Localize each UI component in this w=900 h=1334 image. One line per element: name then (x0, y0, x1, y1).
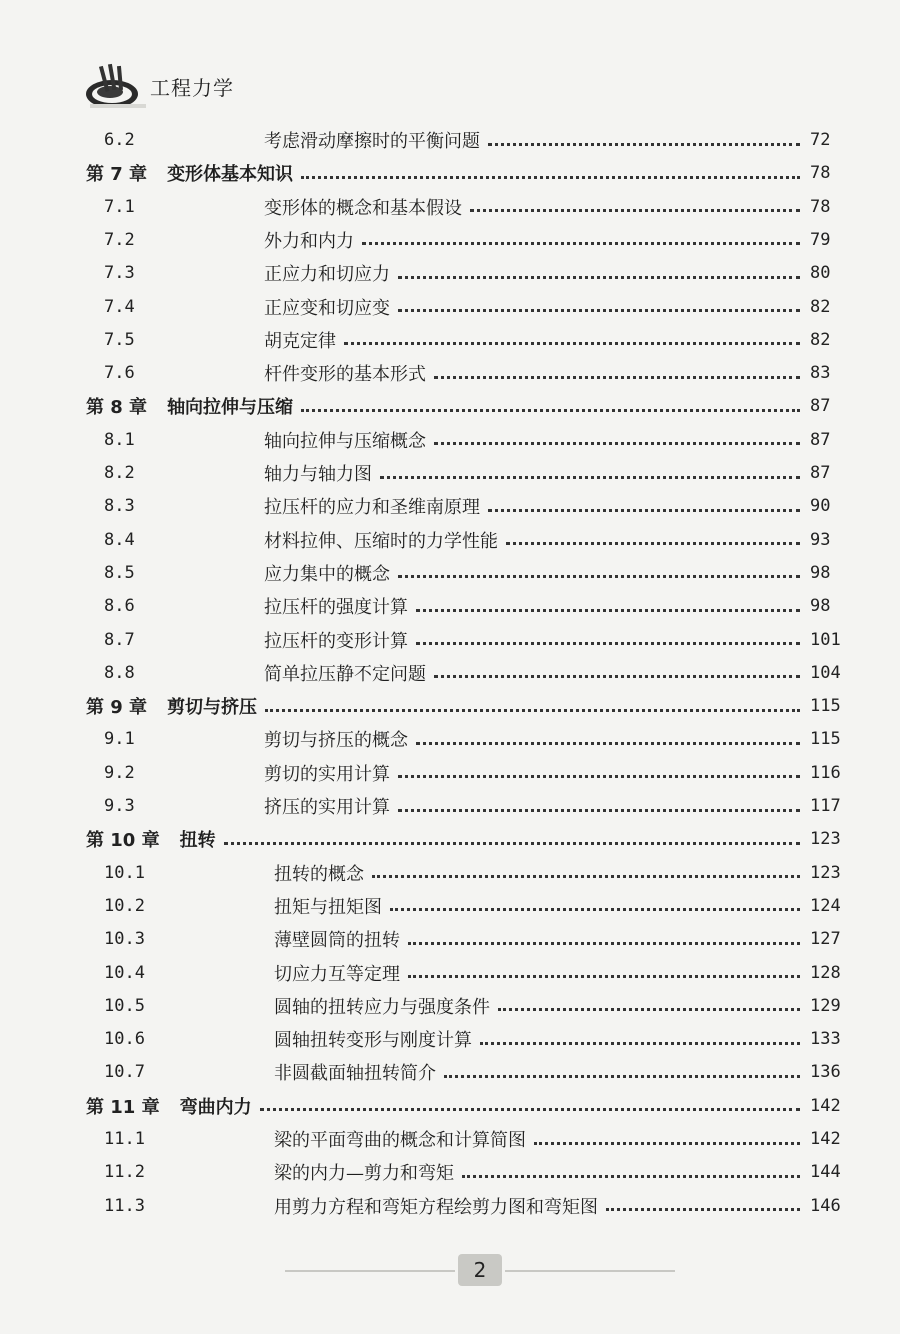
toc-chapter-row (0, 690, 900, 722)
toc-section-row (0, 723, 900, 755)
toc-section-row (0, 657, 900, 689)
page-ref: 117 (810, 796, 841, 816)
dot-leader (390, 906, 800, 911)
chapter-number: 第 11 章 (86, 1096, 160, 1118)
dot-leader (398, 773, 800, 778)
section-title: 拉压杆的应力和圣维南原理 (264, 497, 480, 519)
dot-leader (301, 407, 800, 412)
page-ref: 82 (810, 329, 831, 350)
dot-leader (372, 873, 800, 878)
page-ref: 144 (810, 1162, 841, 1183)
section-number: 10.3 (104, 929, 145, 950)
section-title: 轴向拉伸与压缩概念 (264, 430, 426, 452)
footer-rule-left (285, 1270, 455, 1272)
section-number: 8.2 (104, 463, 135, 483)
section-title: 扭矩与扭矩图 (274, 896, 382, 918)
page-ref: 146 (810, 1195, 841, 1216)
page-ref: 123 (810, 829, 841, 850)
section-title: 杆件变形的基本形式 (264, 364, 426, 386)
toc-section-row (0, 1023, 900, 1055)
section-title: 剪切的实用计算 (264, 763, 390, 785)
chapter-title: 剪切与挤压 (167, 697, 258, 719)
page-ref: 115 (810, 696, 841, 717)
toc-section-row (0, 524, 900, 556)
page-ref: 133 (810, 1029, 841, 1050)
section-title: 梁的平面弯曲的概念和计算简图 (274, 1130, 526, 1151)
section-number: 10.5 (104, 995, 145, 1016)
dot-leader (362, 240, 800, 245)
book-title: 工程力学 (150, 76, 234, 100)
toc-section-row (0, 590, 900, 622)
section-title: 拉压杆的强度计算 (264, 597, 408, 619)
page-ref: 142 (810, 1095, 841, 1116)
page-ref: 101 (810, 629, 841, 650)
page-ref: 98 (810, 596, 831, 617)
section-title: 薄壁圆筒的扭转 (274, 930, 400, 952)
dot-leader (224, 840, 800, 845)
section-number: 10.2 (104, 895, 145, 916)
section-title: 简单拉压静不定问题 (264, 663, 426, 685)
dot-leader (265, 707, 800, 712)
page-ref: 123 (810, 862, 841, 883)
section-title: 剪切与挤压的概念 (264, 730, 408, 752)
section-title: 胡克定律 (264, 330, 336, 352)
toc-section-row (0, 557, 900, 589)
page-ref: 129 (810, 995, 841, 1016)
dot-leader (470, 207, 800, 212)
dot-leader (301, 174, 800, 179)
section-title: 扭转的概念 (274, 863, 364, 885)
toc-section-row (0, 990, 900, 1022)
dot-leader (260, 1106, 800, 1111)
dot-leader (380, 474, 800, 479)
dot-leader (416, 640, 800, 645)
dot-leader (434, 374, 800, 379)
chapter-number: 第 7 章 (86, 164, 148, 186)
chapter-number: 第 10 章 (86, 830, 160, 852)
toc-section-row (0, 923, 900, 955)
section-title: 拉压杆的变形计算 (264, 630, 408, 652)
dot-leader (434, 440, 800, 445)
toc-section-row (0, 457, 900, 489)
dot-leader (344, 340, 800, 345)
chapter-title: 扭转 (179, 830, 216, 852)
toc-section-row (0, 257, 900, 289)
section-title: 轴力与轴力图 (264, 464, 372, 485)
page-number: 2 (458, 1254, 502, 1286)
section-title: 圆轴的扭转应力与强度条件 (274, 996, 490, 1018)
section-title: 考虑滑动摩擦时的平衡问题 (264, 131, 480, 152)
dot-leader (416, 607, 800, 612)
section-number: 9.3 (104, 796, 135, 816)
page-ref: 82 (810, 296, 831, 317)
section-title: 切应力互等定理 (274, 963, 400, 985)
section-number: 10.6 (104, 1029, 145, 1050)
section-number: 8.5 (104, 562, 135, 583)
section-title: 用剪力方程和弯矩方程绘剪力图和弯矩图 (274, 1196, 598, 1218)
section-number: 11.1 (104, 1129, 145, 1149)
toc-section-row (0, 1056, 900, 1088)
dot-leader (534, 1140, 800, 1145)
dot-leader (434, 673, 800, 678)
dot-leader (398, 307, 800, 312)
page-ref: 93 (810, 529, 831, 550)
toc-section-row (0, 291, 900, 323)
section-number: 8.7 (104, 629, 135, 650)
toc-section-row (0, 624, 900, 656)
section-title: 变形体的概念和基本假设 (264, 197, 462, 219)
section-number: 6.2 (104, 130, 135, 150)
toc-section-row (0, 857, 900, 889)
section-number: 9.2 (104, 762, 135, 783)
section-number: 7.6 (104, 363, 135, 384)
toc-section-row (0, 890, 900, 922)
dot-leader (506, 540, 800, 545)
page-ref: 80 (810, 263, 831, 284)
page-ref: 87 (810, 396, 831, 417)
page-ref: 78 (810, 163, 831, 184)
footer-rule-right (505, 1270, 675, 1272)
section-title: 非圆截面轴扭转简介 (274, 1063, 436, 1085)
page-ref: 79 (810, 229, 831, 250)
toc-section-row (0, 224, 900, 256)
page-ref: 142 (810, 1129, 841, 1149)
dot-leader (480, 1040, 800, 1045)
dot-leader (462, 1173, 800, 1178)
dot-leader (398, 274, 800, 279)
dot-leader (488, 507, 800, 512)
toc-section-row (0, 790, 900, 822)
page-ref: 83 (810, 363, 831, 384)
section-title: 正应变和切应变 (264, 297, 390, 319)
section-number: 8.8 (104, 662, 135, 683)
chapter-number: 第 9 章 (86, 697, 148, 719)
page-ref: 98 (810, 562, 831, 583)
section-number: 7.2 (104, 229, 135, 250)
toc-chapter-row (0, 390, 900, 422)
toc-section-row (0, 1156, 900, 1188)
section-number: 10.1 (104, 862, 145, 883)
toc-section-row (0, 490, 900, 522)
section-number: 7.1 (104, 196, 135, 217)
page-ref: 136 (810, 1062, 841, 1083)
dot-leader (398, 573, 800, 578)
dot-leader (398, 807, 800, 812)
page-ref: 104 (810, 662, 841, 683)
page-ref: 87 (810, 463, 831, 483)
section-title: 梁的内力—剪力和弯矩 (274, 1163, 454, 1185)
toc-chapter-row (0, 1090, 900, 1122)
dot-leader (498, 1006, 800, 1011)
page-ref: 87 (810, 429, 831, 450)
section-number: 8.4 (104, 529, 135, 550)
page-ref: 124 (810, 895, 841, 916)
section-number: 11.2 (104, 1162, 145, 1183)
toc-chapter-row (0, 157, 900, 189)
section-number: 10.7 (104, 1062, 145, 1083)
section-number: 7.3 (104, 263, 135, 284)
toc-section-row (0, 424, 900, 456)
toc-chapter-row (0, 823, 900, 855)
section-title: 材料拉伸、压缩时的力学性能 (264, 530, 498, 552)
toc-section-row (0, 357, 900, 389)
section-number: 10.4 (104, 962, 145, 983)
section-title: 圆轴扭转变形与刚度计算 (274, 1030, 472, 1052)
toc-section-row (0, 1123, 900, 1155)
chapter-number: 第 8 章 (86, 397, 148, 419)
page-ref: 78 (810, 196, 831, 217)
page-ref: 116 (810, 762, 841, 783)
page-ref: 72 (810, 130, 831, 150)
section-title: 正应力和切应力 (264, 264, 390, 286)
page-ref: 128 (810, 962, 841, 983)
chapter-title: 变形体基本知识 (167, 164, 294, 186)
section-number: 8.3 (104, 496, 135, 517)
toc-section-row (0, 757, 900, 789)
section-title: 挤压的实用计算 (264, 797, 390, 818)
section-number: 11.3 (104, 1195, 145, 1216)
toc-section-row (0, 124, 900, 156)
section-number: 9.1 (104, 729, 135, 750)
dot-leader (444, 1073, 800, 1078)
chapter-title: 弯曲内力 (179, 1096, 252, 1118)
dot-leader (408, 940, 800, 945)
section-title: 外力和内力 (264, 230, 354, 252)
page-ref: 115 (810, 729, 841, 750)
dot-leader (606, 1206, 800, 1211)
section-number: 8.6 (104, 596, 135, 617)
page-footer (0, 1252, 900, 1292)
section-title: 应力集中的概念 (264, 563, 390, 585)
section-number: 8.1 (104, 429, 135, 450)
toc-section-row (0, 1190, 900, 1222)
toc-section-row (0, 191, 900, 223)
page-ref: 90 (810, 496, 831, 517)
toc-section-row (0, 957, 900, 989)
section-number: 7.4 (104, 296, 135, 317)
section-number: 7.5 (104, 329, 135, 350)
chapter-title: 轴向拉伸与压缩 (167, 397, 294, 419)
dot-leader (408, 973, 800, 978)
dot-leader (488, 141, 800, 146)
toc-section-row (0, 324, 900, 356)
page-ref: 127 (810, 929, 841, 950)
dot-leader (416, 740, 800, 745)
